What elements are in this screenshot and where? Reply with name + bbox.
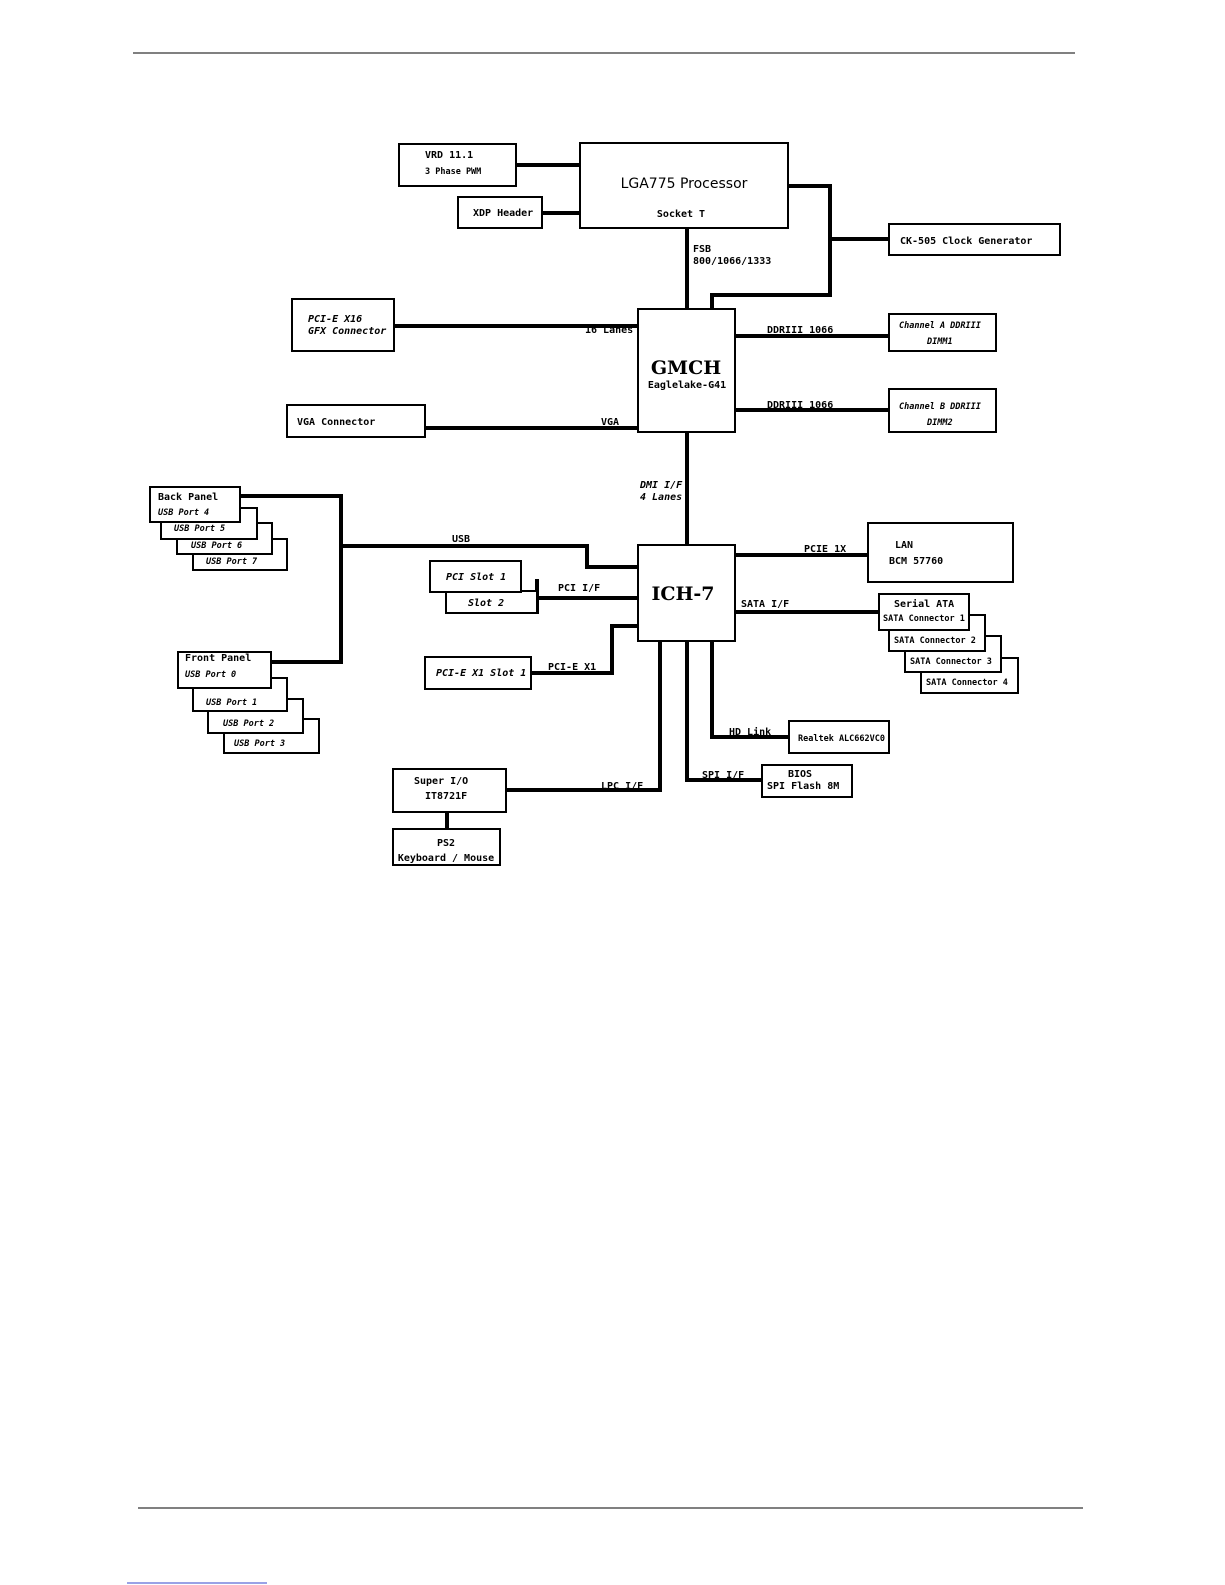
pcie-x16-label: PCI-E X16 xyxy=(308,314,363,325)
ich7-block xyxy=(638,545,735,641)
back-panel-usb-stack xyxy=(150,487,287,570)
dimm2-channel-label: Channel B DDRIII xyxy=(899,402,981,412)
vga-connector-block xyxy=(287,405,425,437)
usb-port-3-label: USB Port 3 xyxy=(234,739,286,749)
ddr-bus-b-label: DDRIII 1066 xyxy=(767,400,834,411)
usb-port-6-label: USB Port 6 xyxy=(191,541,243,551)
lan-chip-label: BCM 57760 xyxy=(889,556,944,567)
dimm2-block xyxy=(889,389,996,432)
sata-title: Serial ATA xyxy=(894,599,955,610)
ps2-block xyxy=(393,829,500,865)
gmch-subtitle: Eaglelake-G41 xyxy=(647,380,727,391)
sata-connector-4-label: SATA Connector 4 xyxy=(926,678,1008,688)
keyboard-mouse-label: Keyboard / Mouse xyxy=(397,853,495,864)
processor-block xyxy=(580,143,788,228)
ps2-label: PS2 xyxy=(436,838,456,849)
dimm1-block xyxy=(889,314,996,351)
vga-bus-label: VGA xyxy=(601,417,620,428)
pcie-x16-block xyxy=(292,299,394,351)
hd-link-bus-label: HD Link xyxy=(729,727,772,738)
lpc-bus-label: LPC I/F xyxy=(601,781,644,792)
sata-connector-1-label: SATA Connector 1 xyxy=(883,614,965,624)
sata-bus-label: SATA I/F xyxy=(741,599,790,610)
dimm1-label: DIMM1 xyxy=(927,337,953,347)
xdp-label: XDP Header xyxy=(473,208,534,219)
gmch-block xyxy=(638,309,735,432)
bios-block xyxy=(762,765,852,797)
fsb-speed-label: 800/1066/1333 xyxy=(693,256,772,267)
usb-port-4-label: USB Port 4 xyxy=(158,508,210,518)
pcie-x1-slot-label: PCI-E X1 Slot 1 xyxy=(436,668,527,679)
super-io-block xyxy=(393,769,506,812)
pci-slot-1-label: PCI Slot 1 xyxy=(446,572,507,583)
pci-slot-2-label: Slot 2 xyxy=(468,598,505,609)
ddr-bus-a-label: DDRIII 1066 xyxy=(767,325,834,336)
dmi-lanes-label: 4 Lanes xyxy=(640,492,683,503)
dmi-label: DMI I/F xyxy=(640,480,683,491)
pcie-x1-bus-label: PCI-E X1 xyxy=(548,662,597,673)
usb-port-2-label: USB Port 2 xyxy=(223,719,275,729)
usb-port-5-label: USB Port 5 xyxy=(174,524,226,534)
pci-slots-block xyxy=(430,561,537,613)
front-panel-title: Front Panel xyxy=(185,653,252,664)
dimm1-channel-label: Channel A DDRIII xyxy=(899,321,981,331)
lan-block xyxy=(868,523,1013,582)
gfx-connector-label: GFX Connector xyxy=(308,326,387,337)
pci-bus-label: PCI I/F xyxy=(558,583,601,594)
vrd-label: VRD 11.1 xyxy=(425,150,474,161)
lan-bus-label: PCIE 1X xyxy=(804,544,847,555)
lan-label: LAN xyxy=(895,540,914,551)
super-io-label: Super I/O xyxy=(414,776,469,787)
super-io-chip-label: IT8721F xyxy=(425,791,468,802)
clock-label: CK-505 Clock Generator xyxy=(900,236,1033,247)
back-panel-title: Back Panel xyxy=(158,492,219,503)
usb-port-0-label: USB Port 0 xyxy=(185,670,237,680)
usb-port-7-label: USB Port 7 xyxy=(206,557,258,567)
front-panel-usb-stack xyxy=(178,652,319,753)
bios-label: BIOS xyxy=(788,769,813,780)
usb-port-1-label: USB Port 1 xyxy=(206,698,258,708)
fsb-label: FSB xyxy=(693,244,712,255)
audio-codec-label: Realtek ALC662VC0 xyxy=(798,734,885,744)
sata-connector-3-label: SATA Connector 3 xyxy=(910,657,992,667)
pcie-x16-bus-label: 16 Lanes xyxy=(585,325,634,336)
xdp-header-block xyxy=(458,197,542,228)
spi-flash-label: SPI Flash 8M xyxy=(767,781,840,792)
clock-generator-block xyxy=(889,224,1060,255)
usb-bus-label: USB xyxy=(452,534,471,545)
processor-socket: Socket T xyxy=(656,209,706,220)
vga-label: VGA Connector xyxy=(297,417,376,428)
sata-connector-2-label: SATA Connector 2 xyxy=(894,636,976,646)
spi-bus-label: SPI I/F xyxy=(702,770,745,781)
audio-codec-block xyxy=(789,721,889,753)
processor-title: LGA775 Processor xyxy=(620,176,748,192)
pcie-x1-slot-block xyxy=(425,657,531,689)
vrd-block xyxy=(399,144,516,186)
sata-stack xyxy=(879,594,1018,693)
ich7-title: ICH-7 xyxy=(651,583,715,605)
gmch-title: GMCH xyxy=(650,357,722,379)
vrd-sublabel: 3 Phase PWM xyxy=(425,167,482,177)
dimm2-label: DIMM2 xyxy=(927,418,953,428)
